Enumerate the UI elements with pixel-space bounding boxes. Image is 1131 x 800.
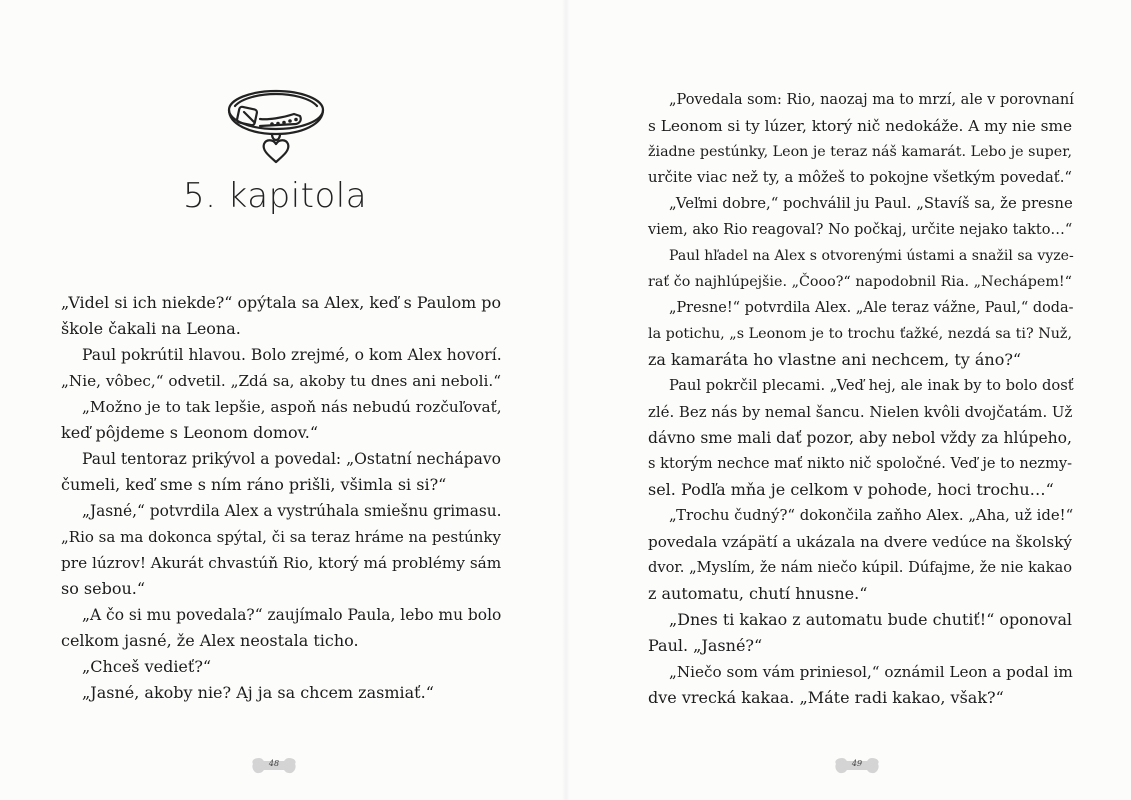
text-line: „Nie, vôbec,“ odvetil. „Zdá sa, akoby tu dnes ani neboli.“ — [61, 372, 501, 390]
text-line: viem, ako Rio reagoval? No počkaj, určite nejako takto…“ — [648, 222, 1073, 238]
text-line: „Chceš vedieť?“ — [82, 657, 212, 676]
text-line: zlé. Bez nás by nemal šancu. Nielen kvôli dvojčatám. Už — [648, 403, 1073, 421]
text-line: dvor. „Myslím, že nám niečo kúpil. Dúfajme, že nie kakao — [648, 559, 1072, 576]
right-body-text — [648, 87, 1072, 711]
text-line: „Povedala som: Rio, naozaj ma to mrzí, ale v porovnaní — [669, 92, 1074, 108]
text-line: s ktorým nechce mať nikto nič spoločné. Veď je to nezmy- — [648, 455, 1072, 472]
text-line: žiadne pestúnky, Leon je teraz náš kamarát. Lebo je super, — [648, 144, 1072, 160]
dog-collar-icon — [220, 78, 332, 168]
text-line: la potichu, „s Leonom je to trochu ťažké, nezdá sa ti? Nuž, — [648, 326, 1072, 342]
text-line: „Presne!“ potvrdila Alex. „Ale teraz vážne, Paul,“ doda- — [669, 300, 1074, 316]
text-line: „Veľmi dobre,“ pochválil ju Paul. „Stavíš sa, že presne — [669, 195, 1073, 212]
page-number-right-text: 49 — [851, 759, 863, 768]
text-line: „Videl si ich niekde?“ opýtala sa Alex, keď s Paulom po — [61, 293, 501, 312]
text-line: povedala vzápätí a ukázala na dvere vedúce na školský — [648, 533, 1072, 551]
text-line: „Dnes ti kakao z automatu bude chutiť!“ oponoval — [669, 610, 1072, 629]
text-line: celkom jasné, že Alex neostala ticho. — [61, 631, 359, 650]
text-line: dve vrecká kakaa. „Máte radi kakao, však?“ — [648, 688, 1004, 707]
text-line: určite viac než ty, a môžeš to pokojne všetkým povedať.“ — [648, 169, 1072, 186]
text-line: keď pôjdeme s Leonom domov.“ — [61, 423, 319, 442]
text-line: škole čakali na Leona. — [61, 319, 241, 338]
text-line: Paul pokrútil hlavou. Bolo zrejmé, o kom Alex hovorí. — [82, 346, 502, 364]
text-line: sel. Podľa mňa je celkom v pohode, hoci trochu…“ — [648, 480, 1054, 499]
text-line: „Jasné,“ potvrdila Alex a vystrúhala smiešnu grimasu. — [82, 502, 502, 520]
text-line: „Jasné, akoby nie? Aj ja sa chcem zasmiať.“ — [82, 683, 434, 702]
chapter-title: 5. kapitola — [182, 176, 368, 216]
text-line: „Niečo som vám priniesol,“ oznámil Leon a podal im — [669, 663, 1073, 681]
text-line: z automatu, chutí hnusne.“ — [648, 584, 868, 603]
page-number-right — [832, 754, 882, 778]
text-line: Paul hľadel na Alex s otvorenými ústami a snažil sa vyze- — [669, 248, 1074, 264]
text-line: dávno sme mali dať pozor, aby nebol vždy za hlúpeho, — [648, 429, 1072, 447]
text-line: rať čo najhlúpejšie. „Čooo?“ napodobnil Ria. „Nechápem!“ — [648, 274, 1072, 290]
page-number-left-text: 48 — [268, 759, 280, 768]
text-line: „Možno je to tak lepšie, aspoň nás nebudú rozčuľovať, — [82, 398, 502, 416]
text-line: s Leonom si ty lúzer, ktorý nič nedokáže. A my nie sme — [648, 117, 1072, 135]
text-line: „A čo si mu povedala?“ zaujímalo Paula, lebo mu bolo — [82, 606, 502, 624]
right-page — [566, 0, 1131, 800]
left-body-text — [61, 290, 501, 706]
text-line: čumeli, keď sme s ním ráno prišli, všimla si si?“ — [61, 475, 447, 494]
text-line: Paul pokrčil plecami. „Veď hej, ale inak by to bolo dosť — [669, 377, 1074, 394]
text-line: so sebou.“ — [61, 579, 146, 598]
text-line: „Trochu čudný?“ dokončila zaňho Alex. „Aha, už ide!“ — [669, 507, 1074, 524]
text-line: „Rio sa ma dokonca spýtal, či sa teraz hráme na pestúnky — [61, 528, 501, 546]
text-line: Paul. „Jasné?“ — [648, 636, 763, 655]
text-line: za kamaráta ho vlastne ani nechcem, ty áno?“ — [648, 350, 1022, 369]
page-number-left — [249, 754, 299, 778]
left-page — [0, 0, 565, 800]
text-line: pre lúzrov! Akurát chvastúň Rio, ktorý má problémy sám — [61, 554, 502, 572]
text-line: Paul tentoraz prikývol a povedal: „Ostatní nechápavo — [82, 450, 501, 468]
